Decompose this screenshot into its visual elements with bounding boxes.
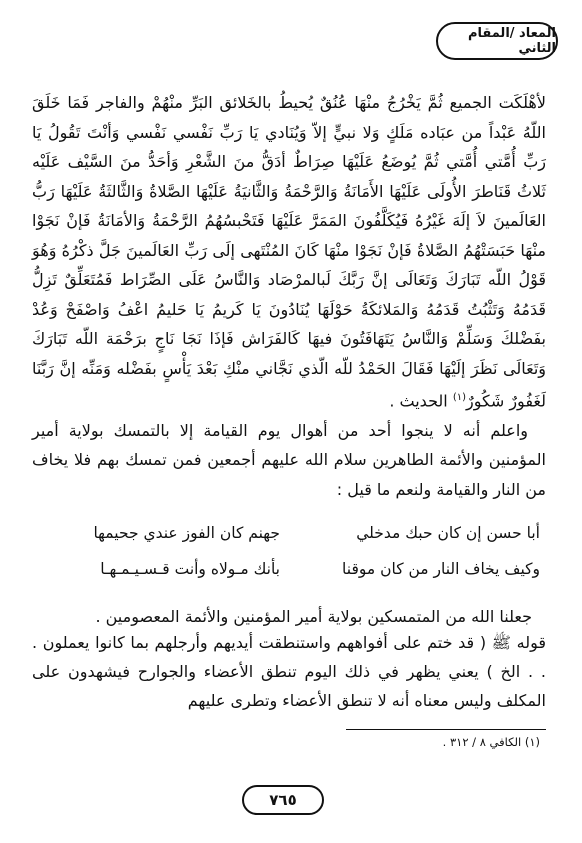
footnote-divider [346, 729, 546, 730]
hadith-text: لأهْلَكَت الجميع ثُمَّ يَخْرُجُ منْهَا عُنُقٌ يُحيطُ بالخَلائق البَرِّ منْهُمْ والفاجر فَمَا خَلَقَ اللّهُ عَبْداً من عبَاده مَلَكٍ وَلا نبيٍّ إلاّ وَيُنَادي يَا رَبِّ نَفْسي نَفْسي وَأنْتَ تَقُولُ يَا رَبِّ أُمَّتي أُمَّتي ثُمَّ يُوضَعُ عَلَيْهَا صِرَاطٌ أدَقُّ منَ الشَّعْرِ وَأحَدُّ منَ السَّيْف عَلَيْه ثَلاثُ قَنَاطرَ الأُولَى عَلَيْهَا الأَمَانَةُ وَالرَّحْمَةُ وَالثَّانيَةُ عَلَيْهَا الصَّلاةُ وَالثَّالثَةُ عَلَيْهَا رَبُّ العَالَمينَ لاَ إلَهَ غَيْرُهُ فَيُكَلَّفُونَ المَمَرَّ عَلَيْهَا فَتَحْبسُهُمُ الرَّحْمَةُ وَالأمَانَةُ فَإنْ نَجَوْا منْهَا حَبَسَتْهُمُ الصَّلاةُ فَإنْ نَجَوْا منْهَا كَانَ المُنْتَهى إلَى رَبِّ العَالَمينَ جَلَّ ذكْرُهُ وَهُوَ قَوْلُ اللّه تَبَارَكَ وَتَعَالَى إنَّ رَبَّكَ لَبالمرْصَاد وَالنَّاسُ عَلَى الصِّرَاط فَمُتَعَلِّقٌ تَزِلُّ قَدَمُهُ وَتَثْبُتُ قَدَمُهُ وَالمَلائكَةُ حَوْلَهَا يُنَادُونَ يَا كَريمُ يَا حَليمُ اعْفُ وَاصْفَحْ وَعُدْ بفَضْلكَ وَسَلِّمْ وَالنَّاسُ يَتَهَافَتُونَ فيهَا كَالفَرَاش فَإذَا نَجَا نَاجٍ برَحْمَة اللّه تَبَارَكَ وَتَعَالَى نَظَرَ إلَيْهَا فَقَالَ الحَمْدُ للّه الّذي نَجَّاني منْكِ بَعْدَ يَأْسٍ بفَضْله وَمَنِّه إنَّ رَبَّنَا لَغَفُورٌ شَكُورٌ [32, 93, 546, 411]
page-number: ٧٦٥ [269, 791, 297, 809]
prayer-line: جعلنا الله من المتمسكين بولاية أمير المؤمنين والأئمة المعصومين . [95, 607, 532, 626]
main-text [32, 88, 546, 504]
page-number-badge [242, 785, 324, 815]
running-header [436, 22, 558, 60]
running-title: المعاد /المقام الثاني [467, 26, 556, 56]
explanation-paragraph: واعلم أنه لا ينجوا أحد من أهوال يوم القيامة إلا بالتمسك بولاية أمير المؤمنين والأئمة الطاهرين سلام الله عليهم أجمعين فمن تمسك بهم فلا يخاف من النار والقيامة ولنعم ما قيل : [32, 420, 546, 499]
poem-hemistich-second: بأنك مـولاه وأنت قـسـيـمـهـا [100, 560, 280, 578]
poem-verse [40, 551, 540, 587]
footnote: (١) الكافي ٨ / ٣١٢ . [442, 735, 540, 749]
poem-hemistich-first: وكيف يخاف النار من كان موقنا [342, 560, 540, 578]
hadith-paragraph [32, 88, 546, 416]
footnote-marker: (١) [452, 392, 466, 403]
poem-hemistich-first: أبا حسن إن كان حبك مدخلي [356, 524, 540, 542]
poem [40, 515, 540, 587]
poem-verse [40, 515, 540, 551]
commentary-paragraph: قوله ﷺ ( قد ختم على أفواههم واستنطقت أيديهم وأرجلهم بما كانوا يعملون . . . الخ ) يعني يظهر في ذلك اليوم تنطق الأعضاء والجوارح فيشهدون على المكلف وليس معناه أنه لا تنطق الأعضاء وتطرى عليهم [32, 633, 546, 710]
hadith-end: الحديث . [389, 391, 453, 411]
poem-hemistich-second: جهنم كان الفوز عندي جحيمها [93, 524, 280, 542]
